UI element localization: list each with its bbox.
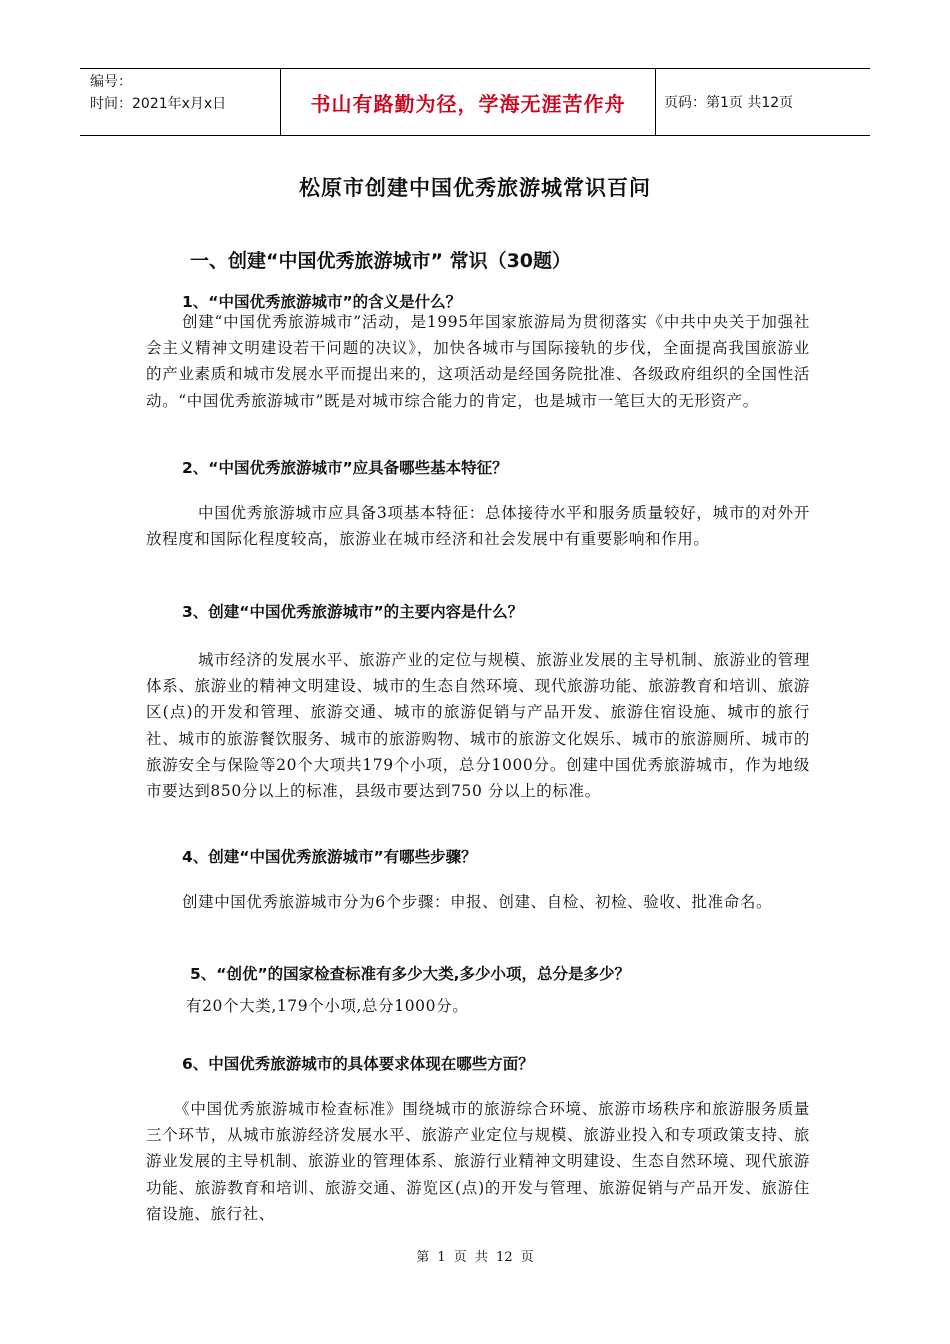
answer-3: 城市经济的发展水平、旅游产业的定位与规模、旅游业发展的主导机制、旅游业的管理体系、旅游业的精神文明建设、城市的生态自然环境、现代旅游功能、旅游教育和培训、旅游区(点)的开发和管理、旅游交通、城市的旅游促销与产品开发、旅游住宿设施、城市的旅行社、城市的旅游餐饮服务、城市的旅游购物、城市的旅游文化娱乐、城市的旅游厕所、城市的旅游安全与保险等20个大项共179个小项，总分1000分。创建中国优秀旅游城市，作为地级市要达到850分以上的标准，县级市要达到750 分以上的标准。 bbox=[146, 651, 810, 801]
number-label: 编号： bbox=[90, 74, 132, 90]
question-4: 4、创建“中国优秀旅游城市”有哪些步骤？ bbox=[182, 848, 477, 866]
question-6: 6、中国优秀旅游城市的具体要求体现在哪些方面？ bbox=[182, 1055, 534, 1073]
time-label: 时间：2021年x月x日 bbox=[90, 96, 227, 112]
header-page-info: 页码：第1页 共12页 bbox=[664, 95, 794, 111]
answer-4: 创建中国优秀旅游城市分为6个步骤：申报、创建、自检、初检、验收、批准命名。 bbox=[182, 893, 773, 911]
question-3: 3、创建“中国优秀旅游城市”的主要内容是什么？ bbox=[182, 603, 524, 621]
section-title: 一、创建“中国优秀旅游城市” 常识（30题） bbox=[190, 250, 572, 272]
answer-5: 有20个大类,179个小项,总分1000分。 bbox=[186, 997, 469, 1015]
answer-6: 《中国优秀旅游城市检查标准》围绕城市的旅游综合环境、旅游市场秩序和旅游服务质量三个环节，从城市旅游经济发展水平、旅游产业定位与规模、旅游业投入和专项政策支持、旅游业发展的主导机制、旅游业的管理体系、旅游行业精神文明建设、生态自然环境、现代旅游功能、旅游教育和培训、旅游交通、游览区(点)的开发与管理、旅游促销与产品开发、旅游住宿设施、旅行社、 bbox=[146, 1100, 810, 1223]
question-1: 1、“中国优秀旅游城市”的含义是什么？ bbox=[182, 293, 462, 311]
header-motto: 书山有路勤为径，学海无涯苦作舟 bbox=[310, 91, 626, 116]
question-2: 2、“中国优秀旅游城市”应具备哪些基本特征？ bbox=[182, 459, 508, 477]
header-motto-cell bbox=[280, 69, 656, 135]
question-5: 5、“创优”的国家检查标准有多少大类,多少小项，总分是多少？ bbox=[190, 965, 631, 983]
answer-1: 创建“中国优秀旅游城市”活动，是1995年国家旅游局为贯彻落实《中共中央关于加强社会主义精神文明建设若干问题的决议》，加快各城市与国际接轨的步伐，全面提高我国旅游业的产业素质和城市发展水平而提出来的，这项活动是经国务院批准、各级政府组织的全国性活动。“中国优秀旅游城市”既是对城市综合能力的肯定，也是城市一笔巨大的无形资产。 bbox=[146, 313, 810, 410]
answer-2: 中国优秀旅游城市应具备3项基本特征：总体接待水平和服务质量较好，城市的对外开放程度和国际化程度较高，旅游业在城市经济和社会发展中有重要影响和作用。 bbox=[146, 504, 810, 549]
page-footer: 第 1 页 共 12 页 bbox=[416, 1250, 534, 1265]
document-title: 松原市创建中国优秀旅游城常识百问 bbox=[299, 176, 651, 200]
header-meta bbox=[80, 69, 280, 135]
page-header bbox=[80, 68, 870, 136]
